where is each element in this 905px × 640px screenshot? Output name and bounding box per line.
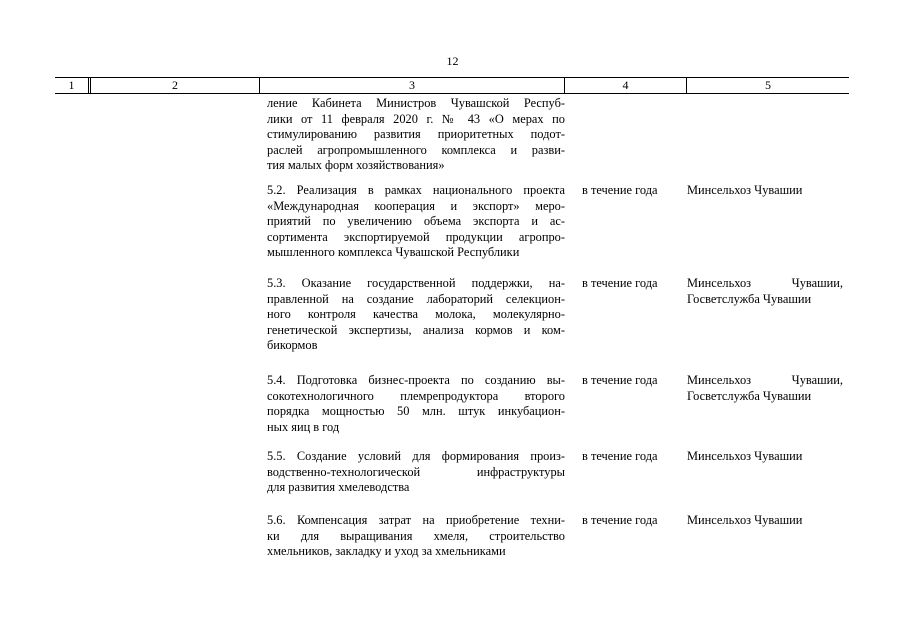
measure-5-2-text	[267, 183, 565, 261]
table-header-row	[55, 77, 849, 94]
text-line: ки для выращивания хмеля, строительство	[267, 528, 565, 543]
measure-5-2-executor	[687, 183, 843, 199]
text-line: раслей агропромышленного комплекса и разви-	[267, 142, 565, 157]
text-line: бикормов	[267, 338, 318, 353]
text-line: водственно-технологической инфраструктуры	[267, 464, 565, 479]
text-line: ных яиц в год	[267, 419, 340, 434]
text-line: ного контроля качества молока, молекулярно-	[267, 307, 565, 322]
text-line: хмельников, закладку и уход за хмельниками	[267, 544, 506, 559]
executor-line: Минсельхоз Чувашии,	[687, 373, 843, 387]
text-line: порядка мощностью 50 млн. штук инкубацион-	[267, 404, 565, 419]
measure-5-6-text	[267, 513, 565, 560]
header-cell-1: 1	[68, 78, 75, 92]
text-line: стимулированию развития приоритетных подот-	[267, 127, 565, 142]
executor-line: Минсельхоз Чувашии	[687, 513, 803, 527]
text-line: 5.5. Создание условий для формирования произ-	[267, 449, 565, 463]
header-cell-4: 4	[622, 78, 629, 92]
measure-5-6-term: в течение года	[582, 513, 658, 527]
measure-5-4-text	[267, 373, 565, 435]
measure-5-3-executor	[687, 276, 843, 307]
text-line: «Международная кооперация и экспорт» меро-	[267, 198, 565, 213]
text-line: сокотехнологичного племрепродуктора второго	[267, 388, 565, 403]
text-line: 5.3. Оказание государственной поддержки, на-	[267, 276, 565, 290]
text-line: для развития хмелеводства	[267, 480, 410, 495]
executor-line: Минсельхоз Чувашии	[687, 449, 803, 463]
text-line: 5.2. Реализация в рамках национального проекта	[267, 183, 565, 197]
measure-text-continuation	[267, 96, 565, 174]
executor-line: Минсельхоз Чувашии,	[687, 276, 843, 290]
measure-5-6-executor	[687, 513, 843, 529]
text-line: ление Кабинета Министров Чувашской Респуб-	[267, 96, 565, 110]
header-cell-5: 5	[765, 78, 771, 92]
text-line: лики от 11 февраля 2020 г. № 43 «О мерах по	[267, 111, 565, 126]
measure-5-3-term: в течение года	[582, 276, 658, 290]
measure-5-3-text	[267, 276, 565, 354]
header-divider	[88, 78, 89, 93]
executor-line: Госветслужба Чувашии	[687, 291, 812, 306]
page-number: 12	[446, 54, 459, 68]
text-line: 5.6. Компенсация затрат на приобретение техни-	[267, 513, 565, 527]
measure-5-5-executor	[687, 449, 843, 465]
header-cell-2: 2	[172, 78, 178, 92]
text-line: приятий по увеличению объема экспорта и ас-	[267, 214, 565, 229]
executor-line: Госветслужба Чувашии	[687, 388, 812, 403]
executor-line: Минсельхоз Чувашии	[687, 183, 803, 197]
measure-5-4-executor	[687, 373, 843, 404]
text-line: тия малых форм хозяйствования»	[267, 158, 445, 173]
text-line: сортимента экспортируемой продукции агропро-	[267, 229, 565, 244]
text-line: 5.4. Подготовка бизнес-проекта по созданию вы-	[267, 373, 565, 387]
header-cell-3: 3	[409, 78, 415, 92]
measure-5-5-text	[267, 449, 565, 496]
text-line: генетической экспертизы, анализа кормов и ком-	[267, 322, 565, 337]
measure-5-4-term: в течение года	[582, 373, 658, 387]
text-line: мышленного комплекса Чувашской Республики	[267, 245, 520, 260]
measure-5-2-term: в течение года	[582, 183, 658, 197]
measure-5-5-term: в течение года	[582, 449, 658, 463]
text-line: правленной на создание лабораторий селекцион-	[267, 291, 565, 306]
